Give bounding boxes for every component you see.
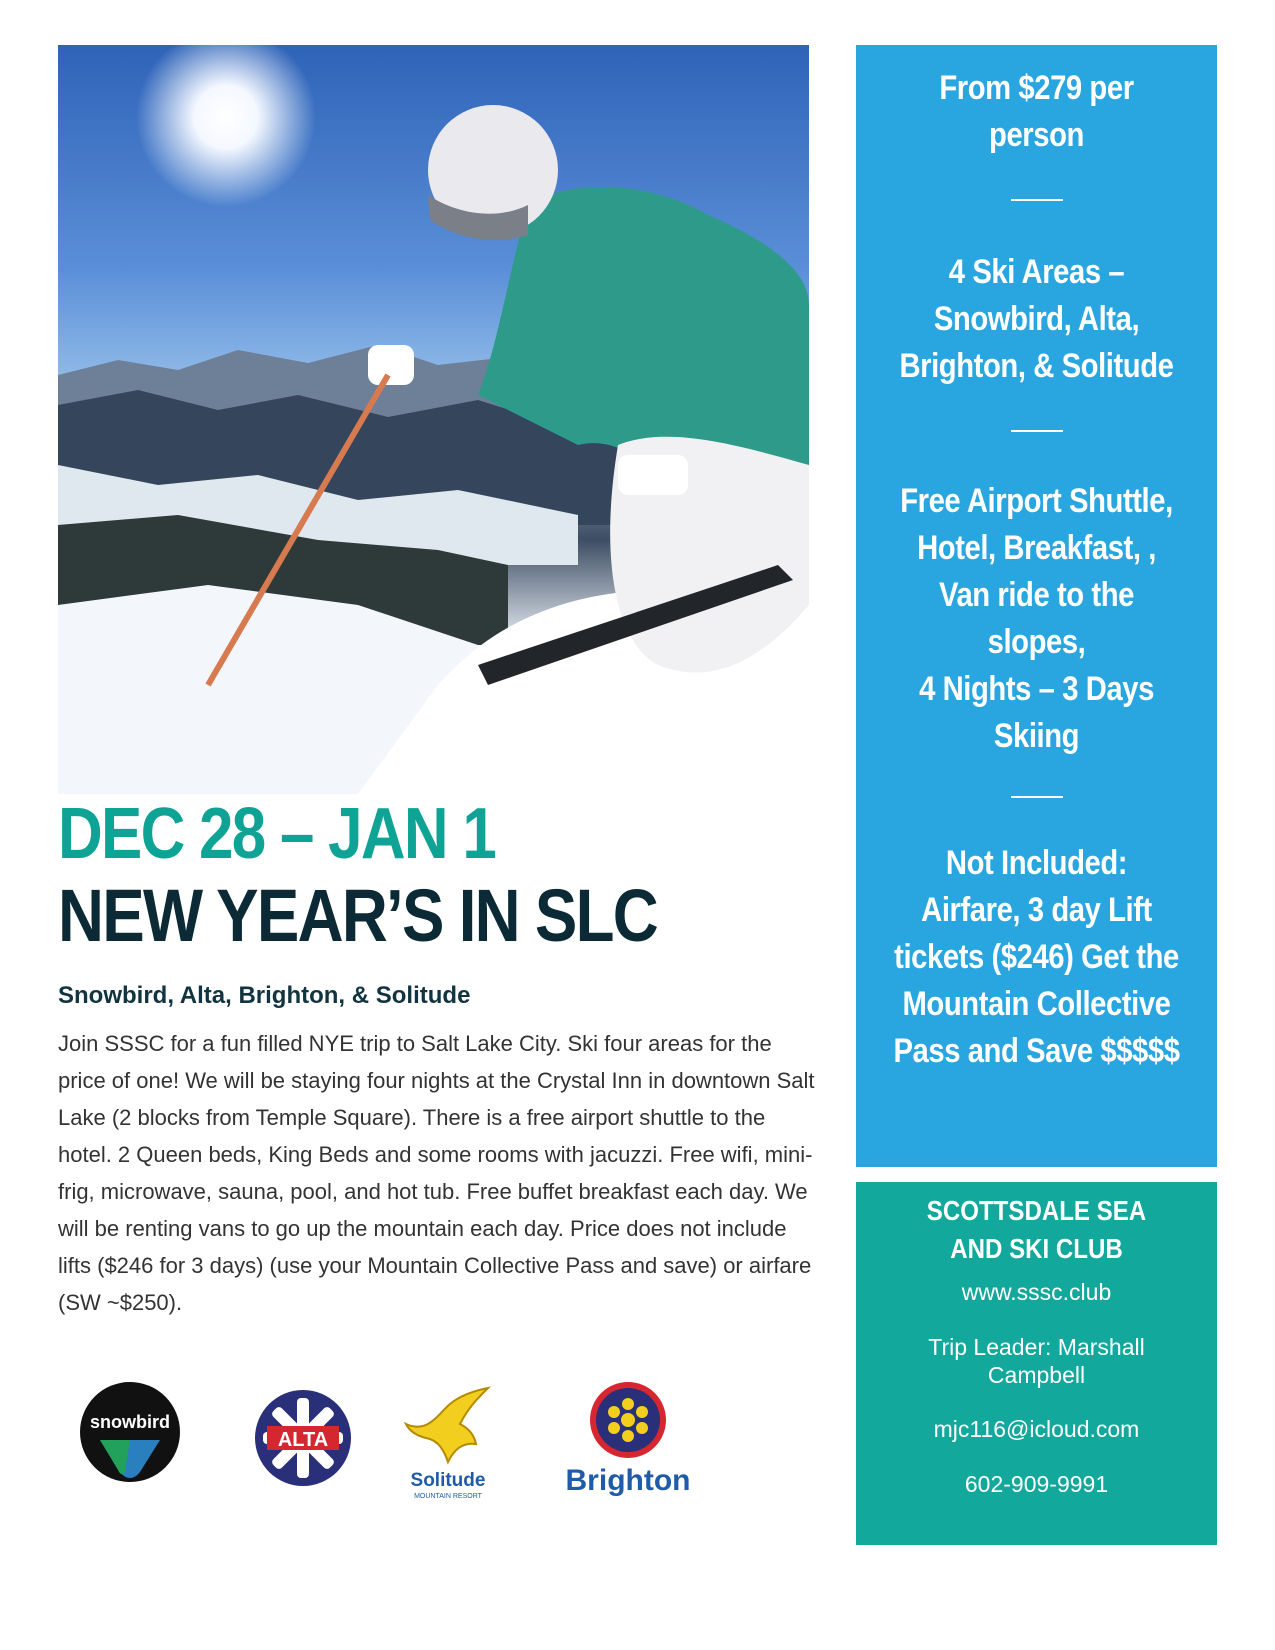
alta-logo-text: ALTA bbox=[277, 1429, 329, 1451]
trip-description: Join SSSC for a fun filled NYE trip to Salt Lake City. Ski four areas for the price of one! We will be staying four nights at the Crystal Inn in downtown Salt Lake (2 blocks from Temple Square). There is a free airport shuttle to the hotel. 2 Queen beds, King Beds and some rooms with jacuzzi. Free wifi, mini-frig, microwave, sauna, pool, and hot tub. Free buffet breakfast each day. We will be renting vans to go up the mountain each day. Price does not include lifts ($246 for 3 days) (use your Mountain Collective Pass and save) or airfare (SW ~$250). bbox=[58, 1031, 815, 1315]
ski-areas-subtitle: Snowbird, Alta, Brighton, & Solitude bbox=[58, 982, 471, 1009]
club-name: SCOTTSDALE SEA AND SKI CLUB bbox=[926, 1195, 1147, 1264]
resort-logos bbox=[58, 1380, 778, 1570]
brighton-logo bbox=[558, 1380, 698, 1500]
ski-areas-text: 4 Ski Areas – Snowbird, Alta, Brighton, & Solitude bbox=[899, 253, 1174, 385]
price-text: From $279 per person bbox=[939, 69, 1134, 154]
snowbird-logo bbox=[78, 1380, 182, 1484]
alta-logo bbox=[253, 1388, 353, 1488]
brighton-logo-text: Brighton bbox=[565, 1464, 691, 1497]
solitude-logo-subtext: MOUNTAIN RESORT bbox=[414, 1493, 482, 1500]
email-link[interactable]: mjc116@icloud.com bbox=[933, 1416, 1140, 1442]
included-line-3: 4 Nights – 3 Days Skiing bbox=[919, 670, 1154, 755]
solitude-logo bbox=[398, 1384, 498, 1504]
included-line-2: Van ride to the slopes, bbox=[938, 576, 1135, 661]
not-included-text: Not Included: Airfare, 3 day Lift tickets ($246) Get the Mountain Collective Pass and Save $$$$$ bbox=[893, 844, 1180, 1070]
solitude-logo-text: Solitude bbox=[410, 1470, 486, 1491]
club-contact-panel bbox=[856, 1182, 1217, 1545]
trip-leader-text: Trip Leader: Marshall Campbell bbox=[928, 1334, 1145, 1388]
included-line-1: Free Airport Shuttle, Hotel, Breakfast, , bbox=[900, 482, 1173, 567]
trip-highlights-panel bbox=[856, 45, 1217, 1167]
club-website-link[interactable]: www.sssc.club bbox=[961, 1279, 1112, 1305]
hero-skier-photo bbox=[58, 45, 809, 794]
event-dates-heading: DEC 28 – JAN 1 bbox=[58, 794, 496, 874]
snowbird-logo-text: snowbird bbox=[90, 1412, 170, 1432]
event-title-heading: NEW YEAR’S IN SLC bbox=[58, 874, 657, 957]
phone-number[interactable]: 602-909-9991 bbox=[964, 1471, 1109, 1497]
